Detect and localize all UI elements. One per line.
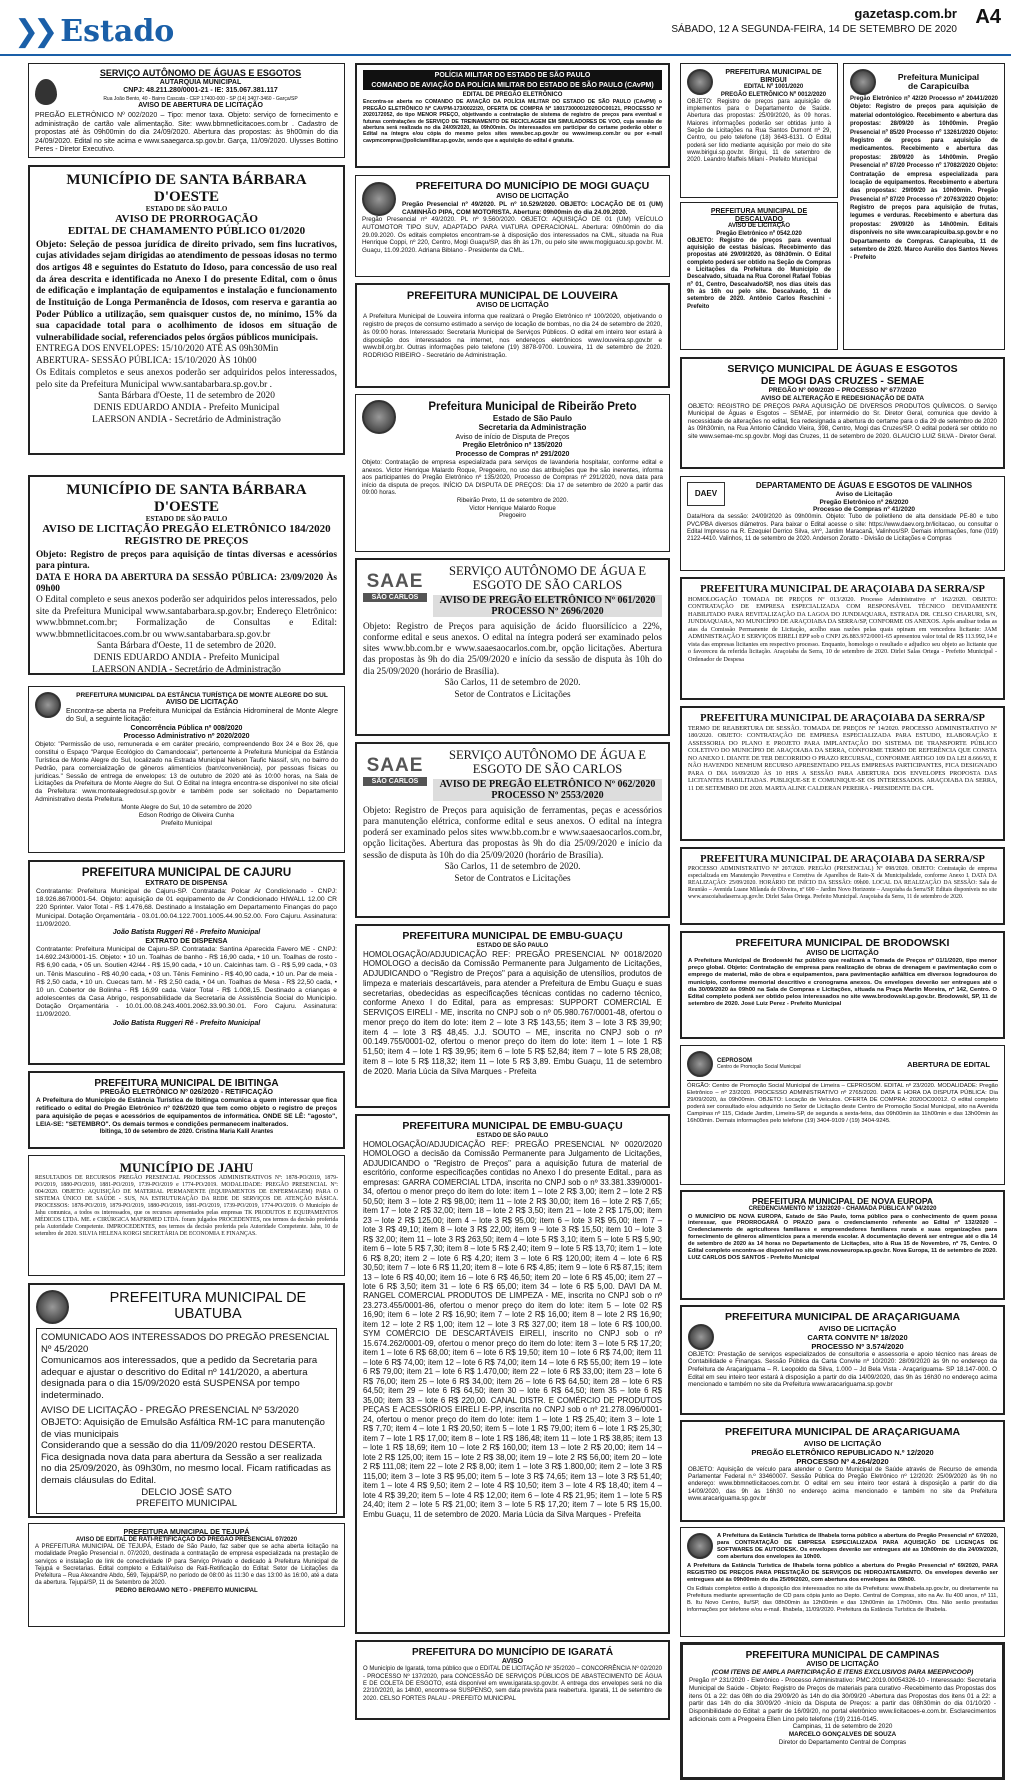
- ad-title: Prefeitura Municipal de Ribeirão Preto: [428, 401, 637, 414]
- ad-subtitle: CNPJ: 48.211.280/0001-21 - IE: 315.067.381.117: [123, 87, 278, 95]
- org-name: CEPROSOM: [717, 1058, 753, 1064]
- ad-title: PREFEITURA DO MUNICÍPIO DE MOGI GUAÇU: [415, 180, 650, 192]
- ad-title: PREFEITURA MUNICIPAL DE BIRIGUI: [725, 69, 822, 84]
- ad-subtitle: (COM ITENS DE AMPLA PARTICIPAÇÃO E ITENS EXCLUSIVOS PARA MEEPP/COOP): [711, 1669, 974, 1677]
- ad-title: Prefeitura Municipal: [897, 71, 980, 82]
- ad-signature: Campinas, 11 de setembro de 2020: [792, 1723, 893, 1731]
- ad-aracoiaba-reabertura: [680, 706, 1005, 841]
- ad-subtitle: ESTADO DE SÃO PAULO: [476, 942, 549, 949]
- ad-body: Pregão nº 231/2020 - Eletrônico - Processo Administrativo: PMC.2019.00054326-10 - Interessado: Secretaria Municipal de Saúde - Objeto: Registro de Preços de materiais para curativo -Recebimento das Propostas dos itens 01 a 22: das 08h do dia 29/09/20 às 14h do dia 30/09/20 -Abertura das Propostas dos itens 01 a 22: a partir das 14h do dia 30/09/20 -Início da Disputa de Preços: a partir das 08h30min do dia 01/10/20 -Disponibilidade do Edital: a partir de 16/09/20, no portal eletrônico www.licitacoes-e.com.br. Esclarecimentos adicionais com a Pregoeira Ellen Lino pelo telefone (19) 2116-0145.: [689, 1677, 996, 1723]
- ad-subtitle: Processo de Compras nº 41/2020: [812, 506, 916, 514]
- ad-signature: Ibitinga, 10 de setembro de 2020. Cristina Maria Kalil Arantes: [99, 1129, 274, 1136]
- ad-body: Objeto: Registro de preços para aquisição de tintas diversas e acessórios para pintura.: [36, 549, 337, 572]
- ad-subtitle: AVISO DE PRORROGAÇÃO: [115, 213, 258, 226]
- ad-body: Objeto: Seleção de pessoa jurídica de direito privado, sem fins lucrativos, cujas atividades sejam dirigidas ao atendimento de pessoas idosas no termo dos artigos 48 e seguintes do Estatuto do Idoso, para concessão de uso real da área descrita e identificada no Anexo I do presente Edital, com o ônus de edificação e implantação de equipamentos e instalação e funcionamento de Instituição de Longa Permanência de Idosos, com reserva e garantia ao Poder Público a utilização, sem quaisquer custos de, no mínimo, 15% da sua capacidade total para o acolhimento de idosos em situação de vulnerabilidade social, referenciados pelos órgãos públicos municipais.: [36, 239, 337, 343]
- ad-subtitle: AVISO DE LICITAÇÃO: [727, 223, 791, 230]
- ad-line: DATA E HORA DA ABERTURA DA SESSÃO PÚBLICA: 23/09/2020 Às 09h00: [36, 572, 337, 594]
- ad-body: PREGÃO ELETRÔNICO Nº 002/2020 – Tipo: menor taxa. Objeto: serviço de fornecimento e administração de cartão vale alimentação. Site: www.bbmnetlicitacoes.com.br . Cadastro de propostas até às 09h00min do dia 24/09/2020. Abertura das propostas: às 9h00min do dia 24/09/2020. Edital no site acima e www.saaegarca.sp.gov.br. Garça, 11/09/2020. Ulysses Bottino Peres - Diretor Executivo.: [35, 112, 338, 154]
- ad-body: A Prefeitura Municipal de Louveira informa que realizará o Pregão Eletrônico nº 100/2020, objetivando o registro de preços de consumo estimado a serviço de locação de bombas, no dia 24 de setembro de 2020, às 09:00 horas. Interessado: Secretaria Municipal de Serviços Públicos. O edital em inteiro teor estará à disposição dos interessados na internet, nos endereços eletrônicos www.louveira.sp.gov.br e www.bll.org.br. Outras informações pelo telefone (19) 3878-9700. Louveira, 11 de setembro de 2020. RODRIGO RIBEIRO - Secretário de Administração.: [363, 313, 662, 359]
- ad-body: OBJETO: REGISTRO DE PREÇOS PARA AQUISIÇÃO DE DIVERSOS PRODUTOS QUÍMICOS. O Serviço Municipal de Águas e Esgotos – SEMAE, por intermédio do Sr. Diretor Geral, comunica que devido à necessidade de alterações no edital, fica redesignada a abertura do certame para o dia 29 de setembro de 2020 às 09h30min, na Rua Antonio Cândido Vieira, 398, Centro, Mogi das Cruzes/SP. O edital poderá ser obtido no site www.semae-mc.sp.gov.br. Mogi das Cruzes, 11 de setembro de 2020. GLAUCIO LUIZ SILVA - Diretor Geral.: [688, 402, 997, 440]
- ad-signature: Victor Henrique Malardo Roque: [469, 504, 556, 512]
- ad-body: O MUNICÍPIO DE NOVA EUROPA, Estado de São Paulo, torna público para o conhecimento de quem possa interessar, que PRORROGARÁ O PRAZO para o credenciamento referente ao Edital nº 132/2020 – Credenciamento de agricultores familiares e empreendedores familiares rurais e suas organizações para fornecimento de gêneros alimentícios para a merenda escolar. A documentação deverá ser entregue até o dia 14 de setembro de 2020 às 14 horas no Departamento de Licitações, sito à Rua 15 de Novembro, nº 75, Centro. O Edital completo encontra-se disponível no site www.novaeuropa.sp.gov.br. Nova Europa, 11 de setembro de 2020. LUIZ CARLOS DOS SANTOS - Prefeito Municipal: [688, 1213, 997, 1262]
- ad-body: Contratante: Prefeitura Municipal de Cajuru-SP. Contratada: Santina Aparecida Favero ME - CNPJ: 14.692.243/0001-15. Objeto: • 10 un. Toalhas de banho - R$ 16,90 cada, • 10 un. Toalhas de rosto - R$ 6,90 cada, • 05 un. Soutien 42/44 - R$ 15,90 cada, • 10 un. Calcinhas tam. G - R$ 5,99 cada, • 03 un. Tênis Masculino - R$ 40,90 cada, • 03 un. Tênis Feminino - R$ 40,90 cada, • 10 un. Par de meia - R$ 2,50 cada, • 10 un. Cuecas tam. M - R$ 2,50 cada, • 04 un. Toalhas de Mesa - R$ 22,50 cada, • 10 un. Cobertor de Bolinha - R$ 16,99 cada. Valor Total - R$ 1.008,15. Destinado a crianças e adolescentes da Casa Abrigo, responsabilidade da Secretaria de Assistência Social do Município. Dotação Orçamentária - 10.01.00.08.243.4001.2062.33.90.30.01. Foro Cajuru. Assinatura: 11/09/2020.: [36, 946, 337, 1019]
- ad-signature: Monte Alegre do Sul, 10 de setembro de 2020: [121, 803, 252, 811]
- ad-subtitle: Aviso de Licitação: [835, 490, 893, 498]
- ad-title: PREFEITURA MUNICIPAL DE ARAÇOIABA DA SERRA/SP: [700, 584, 985, 595]
- coat-of-arms-icon: [362, 182, 396, 216]
- ad-subtitle: ESTADO DE SÃO PAULO: [145, 515, 228, 523]
- ad-signature: MARCELO GONÇALVES DE SOUZA: [788, 1731, 897, 1739]
- ad-subtitle: EXTRATO DE DISPENSA: [145, 879, 228, 887]
- ad-body: O Município de Igaratá, torna público que o EDITAL DE LICITAÇÃO Nº 35/2020 – CONCORRÊNCIA Nº 02/2020 - PROCESSO Nº 137/2020, para CONCESSÃO DE SERVIÇOS PÚBLICOS DE ABASTECIMENTO DE ÁGUA E DE COLETA DE ESGOTO, está disponível em www.igarata.sp.gov.br. A entrega dos envelopes será no dia 22/10/2020, às 14h00, encontra-se SUSPENSO, sem data prevista para reabertura. Igaratá, 11 de setembro de 2020. CELSO FORTES PALAU - PREFEITO MUNICIPAL: [363, 1666, 662, 1702]
- ad-subtitle: CARTA CONVITE Nº 18/2020: [807, 1332, 908, 1342]
- ad-title: PREFEITURA MUNICIPAL DE ARAÇOIABA DA SERRA/SP: [700, 854, 985, 865]
- ad-body: Encontra-se aberta no COMANDO DE AVIAÇÃO DA POLÍCIA MILITAR DO ESTADO DE SÃO PAULO (CAvPM) o PREGÃO ELETRÔNICO Nº CAVPM-173/0022/20, OFERTA DE COMPRA Nº 180173000012020OC00121, PROCESSO Nº 2020172052, do tipo MENOR PREÇO, objetivando a contratação de sistema de registro de preços para eventual e futuras contratações de SERVIÇO DE TREINAMENTO DE RECICLAGEM EM SIMULADORES DE VOO, cuja sessão de abertura será realizada no dia 24/09/2020, às 09h00min. Os interessados em participar do certame poderão obter o Edital na íntegra e/ou cópia do mesmo pelos sites www.bec.sp.gov.br ou www.imesp.com.br ou por e-mail cavpmcompras@policiamilitar.sp.gov.br, sendo que a aquisição do edital é gratuita.: [363, 99, 662, 144]
- logo-text: SAAE: [366, 755, 424, 776]
- ad-title: POLÍCIA MILITAR DO ESTADO DE SÃO PAULO: [363, 70, 662, 81]
- ad-body: A Prefeitura do Município de Estância Turística de Ibitinga comunica a quem interessar que fica retificado o edital do Pregão Eletrônico nº 026/2020 que tem como objeto o registro de preços para aquisição de peças e acessórios de equipamentos de informática. ONDE SE LÊ: "agosto", LEIA-SE: "SETEMBRO". Os demais termos e condições permanecem inalterados.: [36, 1097, 337, 1129]
- ad-subtitle: PREGÃO Nº 009/2020 – PROCESSO Nº 677/2020: [768, 387, 917, 395]
- ad-aracoiaba-pregao: [680, 847, 1005, 925]
- ad-title: PREFEITURA MUNICIPAL DE CAJURU: [81, 867, 292, 879]
- ad-signature: Prefeito Municipal: [161, 819, 212, 827]
- ad-body: A Prefeitura da Estância Turística de Ilhabela torna público a abertura do Pregão Presencial nº 69/2020, PARA REGISTRO DE PREÇOS PARA PRESTAÇÃO DE SERVIÇOS DE HIDROJATEAMENTO. Os envelopes deverão ser entregues até às 09h00min do dia 25/09/2020, com abertura dos envelopes às 09h00.: [687, 1562, 998, 1583]
- ad-aracariguama-convite: [680, 1305, 1005, 1415]
- coat-of-arms-icon: [362, 400, 396, 434]
- ad-subtitle: Pregão Eletrônico nº 135/2020: [462, 442, 563, 450]
- ad-jahu: [28, 1155, 345, 1276]
- ad-subtitle: ESTADO DE SÃO PAULO: [145, 205, 228, 213]
- ad-title: PREFEITURA MUNICIPAL DE TEJUPÁ: [123, 1529, 250, 1536]
- ad-subtitle: AVISO DE PREGÃO ELETRÔNICO Nº 062/2020: [433, 779, 662, 790]
- ad-subtitle: PROCESSO Nº 4.264/2020: [796, 1456, 889, 1466]
- ad-body: ÓRGÃO: Centro de Promoção Social Municipal de Limeira – CEPROSOM. EDITAL nº 23/2020. MODALIDADE: Pregão Eletrônico – nº 23/2020. PROCESSO ADMINISTRATIVO nº 2765/2020. DATA E HORA DA DISPUTA PÚBLICA: Dia 29/09/2020, às 09h00min. OBJETO: Locação de Veículos. OFERTA DE COMPRA: 2020OC00012. O edital completo poderá ser consultado e/ou adquirido no Setor de Licitação deste Centro de Promoção Social Municipal, sito na Avenida Campinas nº 115, Cidade Jardim, Limeira-SP, de segunda a sexta-feira, das 09h00min às 11h00min e das 13h00min às 16h00min. Demais informações pelo telefone (19) 3404-9109 / (19) 3404-9245.: [687, 1083, 998, 1125]
- ad-signature: PEDRO BERGAMO NETO - PREFEITO MUNICIPAL: [115, 1587, 258, 1594]
- ad-aracariguama-pregao: [680, 1420, 1005, 1522]
- ad-signature: LAERSON ANDIA - Secretário de Administração: [92, 414, 281, 425]
- ad-subtitle: PREGÃO ELETRÔNICO REPUBLICADO N.º 12/2020: [751, 1447, 934, 1457]
- ad-louveira: [355, 283, 670, 388]
- ad-title: PREFEITURA DO MUNICÍPIO DE IGARATÁ: [411, 1647, 614, 1658]
- saae-logo: [363, 571, 427, 617]
- coat-of-arms-icon: [687, 1533, 713, 1559]
- ad-signature: João Batista Ruggeri Rê - Prefeito Municipal: [112, 928, 261, 936]
- logo-subtext: SÃO CARLOS: [363, 777, 427, 786]
- ad-ribeirao-preto: [355, 394, 670, 552]
- coat-of-arms-icon: [36, 1290, 69, 1324]
- ad-body: A Prefeitura Municipal de Brodowski faz público que realizará a Tomada de Preços nº 01/1/2020, tipo menor preço global. Objeto: Contratação de empresa para realização de obras de drenagem e pavimentação com o emprego de material, mão de obra e equipamentos, para pavimentação asfáltica em diversos logradouros do município, conforme memorial descritivo e cronograma anexos. Os envelopes deverão ser entregues até o dia 30/09/2020 às 09h00 na Sala de Compras e Licitações, situada na Praça Martin Moreira, nº 142, Centro. O Edital completo poderá ser obtido pelos interessados no site www.brodowski.sp.gov.br. Brodowski, SP, 11 de setembro de 2020. José Luiz Perez - Prefeito Municipal: [688, 957, 997, 1008]
- ad-title: SERVIÇO AUTÔNOMO DE ÁGUA E ESGOTO DE SÃO CARLOS: [449, 748, 646, 776]
- ad-aracoiaba-homologacao: [680, 577, 1005, 700]
- section-logo: [14, 14, 174, 49]
- ad-subtitle: Concorrência Pública nº 008/2020: [130, 724, 243, 732]
- ad-title: PREFEITURA MUNICIPAL DE ARAÇOIABA DA SERRA/SP: [700, 713, 985, 724]
- ad-subtitle: Processo Administrativo nº 2020/2020: [123, 732, 250, 740]
- ad-line: ABERTURA- SESSÃO PÚBLICA: 15/10/2020 ÀS 10h00: [36, 356, 257, 367]
- org-description: Centro de Promoção Social Municipal: [717, 1064, 801, 1070]
- ad-heading: AVISO DE LICITAÇÃO - PREGÃO PRESENCIAL Nº 53/2020: [41, 1405, 299, 1417]
- ad-tejupa: [28, 1523, 345, 1627]
- ad-title: MUNICÍPIO DE JAHU: [119, 1160, 254, 1175]
- ad-signature: Setor de Contratos e Licitações: [454, 689, 571, 700]
- chevron-icon: ❯❯: [14, 14, 53, 49]
- ad-title: PREFEITURA MUNICIPAL DE EMBU-GUAÇU: [402, 1120, 623, 1132]
- ad-birigui: [680, 63, 838, 198]
- masthead: [0, 0, 1011, 56]
- ad-title: MUNICÍPIO DE SANTA BÁRBARA D'OESTE: [66, 482, 307, 515]
- daev-logo: DAEV: [687, 482, 725, 506]
- ad-body: OBJETO: Registro de preços para aquisição de implementos para o Departamento de Saúde. Abertura das propostas: 25/09/2020, às 09 horas. Maiores informações poderão ser obtidas junto à Seção de Licitações na Rua Santos Dumont nº 29, Centro, ou pelo telefone (18) 3643-6131. O Edital poderá ser lido mediante aquisição por meio do site www.birigui.sp.gov.br. Birigui, 11 de setembro de 2020. Leandro Maffeis Milani - Prefeito Municipal: [687, 98, 831, 164]
- ad-subtitle: PROCESSO Nº 3.574/2020: [811, 1341, 904, 1351]
- ad-embu-guacu-0018: [355, 924, 670, 1108]
- ad-subtitle: PREGÃO ELETRÔNICO Nº 026/2020 - RETIFICAÇÃO: [100, 1089, 273, 1096]
- ad-subtitle: PROCESSO Nº 2553/2020: [433, 790, 662, 801]
- ad-line: ENTREGA DOS ENVELOPES: 15/10/2020 ATÉ AS 09h30Min: [36, 344, 279, 355]
- coat-of-arms-icon: [850, 69, 876, 95]
- ad-subtitle: Secretaria da Administração: [478, 423, 587, 433]
- ad-body: Considerando que a sessão do dia 11/09/2020 restou DESERTA. Fica designada nova data para abertura da Sessão a ser realizada no dia 25/09/2020, às 09h30m, no mesmo local. Ficam ratificadas as demais cláusulas do Edital.: [41, 1440, 331, 1486]
- ad-title: DEPARTAMENTO DE ÁGUAS E ESGOTOS DE VALINHOS: [755, 481, 973, 490]
- coat-of-arms-icon: [35, 692, 61, 718]
- site-url: gazetasp.com.br: [854, 6, 957, 21]
- ad-title: PREFEITURA MUNICIPAL DE IBITINGA: [94, 1078, 279, 1089]
- ad-title: COMANDO DE AVIAÇÃO DA POLÍCIA MILITAR DO ESTADO DE SÃO PAULO (CAvPM): [363, 81, 662, 90]
- ad-body: Pregão Presencial nº 49/2020. PL nº 10.529/2020. OBJETO: LOCAÇÃO DE 01 (UM) CAMINHÃO PIPA, COM MOTORISTA. Abertura: 09h00min do dia 24.09.2020.: [402, 200, 663, 216]
- ad-subtitle: AVISO DE LICITAÇÃO: [165, 699, 239, 707]
- ad-title: DE MOGI DAS CRUZES - SEMAE: [760, 374, 925, 387]
- ad-title: PREFEITURA MUNICIPAL DE ARAÇARIGUAMA: [724, 1311, 961, 1323]
- ad-body: Objeto: Registro de Preços para aquisição de ferramentas, peças e acessórios para manutenção elétrica, conforme edital e seus anexos. O edital na íntegra poderá ser examinado pelos sites www.bb.com.br e www.saaesaocarlos.com.br, opção licitações. Abertura das propostas às 9h do dia 25/09/2020 e início da sessão de disputa às 10h do dia 25/09/2020 (horário de Brasília).: [363, 805, 662, 861]
- logo-text: SAAE: [366, 571, 424, 592]
- ad-body: HOMOLOGAÇÃO/ADJUDICAÇÃO REF: PREGÃO PRESENCIAL Nº 0018/2020 HOMOLOGO a decisão da Comissão Permanente para Julgamento de Licitações, ADJUDICANDO o "Registro de Preços" para a aquisição de utensílios, produtos de limpeza e materiais descartáveis, para atender a Prefeitura de Embu Guaçu e suas secretarias, obedecidas as especificações técnicas contidas no caderno técnico, conforme Anexo I do Edital, para as empresas: SUPPORT COMERCIAL E SERVIÇOS EIRELI - ME, inscrita no CNPJ sob o nº 05.980.767/0001-48, ofertou o menor preço do item do lote: item 2 – lote 3 R$ 143,55; item 3 – lote 3 R$ 39,90; item 4 – lote 3 R$ 48,45. J.J. SOUTO – ME, inscrita no CNPJ sob o nº 00.149.755/0001-02, ofertou o menor preço do item do lote: item 1 – lote 1 R$ 51,50; item 4 – lote 1 R$ 39,95; item 6 – lote 5 R$ 52,84; item 7 – lote 5 R$ 28,08; item 8 – lote 5 R$ 118,32; item 11 – lote 5 R$ 3,89. Embu Guaçu, 11 de setembro de 2020. Maria Lúcia da Silva Marques - Prefeita: [363, 949, 662, 1076]
- ad-subtitle: AVISO DE LICITAÇÃO: [476, 302, 549, 310]
- ad-subtitle: AVISO DE LICITAÇÃO: [818, 1323, 897, 1333]
- ad-title: MUNICÍPIO DE SANTA BÁRBARA D'OESTE: [66, 172, 307, 205]
- ad-signature: Santa Bárbara d'Oeste, 11 de setembro de 2020.: [96, 641, 277, 652]
- ad-signature: São Carlos, 11 de setembro de 2020.: [444, 678, 581, 689]
- ad-campinas: [680, 1642, 1005, 1780]
- ad-title: PREFEITURA MUNICIPAL DE UBATUBA: [109, 1290, 307, 1322]
- ad-santa-barbara-pregao: [28, 475, 345, 675]
- ad-body: OBJETO: Aquisição de veículo para atender o Centro Municipal de Saúde através de Recurso de emenda Parlamentar Federal n.º 33460007. Sessão Pública do Pregão Eletrônico nº 12/2020: 25/09/2020 às 9h no endereço: www.bbmnetlicitacoes.com.br. O edital em seu inteiro teor estará à disposição a partir do dia 14/09/2020, das 9h às 16h30 no endereço acima mencionado e também no site da Prefeitura www.aracariguama.sp.gov.br: [688, 1465, 997, 1503]
- ad-signature: DELCIO JOSÉ SATO: [141, 1486, 232, 1498]
- ad-body: Pregão Presencial nº 49/2020. PL nº 9.560/2020. OBJETO: AQUISIÇÃO DE 01 (UM) VEÍCULO AUTOMOTOR TIPO SUV, ADAPTADO PARA VIATURA OPERACIONAL. Abertura: 09h00min do dia 29.09.2020. Os editais completos encontram-se à disposição dos interessados na CML, situada na Rua Henrique Coppi, nº 220, Centro, Mogi Guaçu/SP, das 8h às 17h, ou pelo site www.mogiguacu.sp.gov.br. M. Guaçu, 11.09.2020. Adriana Biblano - Presidente da CML.: [362, 216, 663, 254]
- ad-signature: Setor de Contratos e Licitações: [454, 873, 571, 884]
- ad-saae-garca: [28, 63, 345, 158]
- ad-heading: COMUNICADO AOS INTERESSADOS DO PREGÃO PRESENCIAL Nº 45/2020: [41, 1332, 329, 1355]
- ad-signature: Santa Bárbara d'Oeste, 11 de setembro de 2020: [98, 391, 275, 402]
- ad-subtitle: AVISO DE LICITAÇÃO PREGÃO ELETRÔNICO 184/2020: [42, 523, 331, 536]
- ad-body: Os Editais completos estão à disposição dos interessados no site da Prefeitura: www.ilhabela.sp.gov.br, ou diretamente na Prefeitura mediante apresentação de CD para cópia junto ao Depto. Central de Compras, sito na Av. Ilu 400 anos, nº 111, B. Itu Novo Centro, Ilu/SP, das 08h00min às 12h00min e das 13h00min às 17h00min. Obs. Não serão prestadas informações por telefone e/ou e-mail. Ilhabela, 11/09/2020. Prefeitura da Estância Turística de Ilhabela.: [687, 1585, 998, 1613]
- ad-subtitle: AVISO: [501, 1658, 524, 1665]
- ad-subtitle: Pregão Eletrônico nº 26/2020: [819, 498, 909, 506]
- ad-subtitle: AVISO DE LICITAÇÃO: [803, 1438, 882, 1448]
- ad-line: Os Editais completos e seus anexos poderão ser adquiridos pelos interessados, pelo site da Prefeitura Municipal www.santabarbara.sp.gov.br .: [36, 367, 337, 390]
- page-number: A4: [975, 6, 1001, 28]
- ad-subtitle: PREGÃO ELETRÔNICO Nº 0012/2020: [720, 91, 827, 98]
- ad-title: SERVIÇO AUTÔNOMO DE ÁGUAS E ESGOTOS: [99, 68, 302, 78]
- ad-subtitle: Processo de Compras nº 291/2020: [455, 450, 570, 458]
- ad-title: PREFEITURA MUNICIPAL DE EMBU-GUAÇU: [402, 930, 623, 942]
- saae-logo: [363, 755, 427, 801]
- ad-title: PREFEITURA MUNICIPAL DE LOUVEIRA: [406, 290, 619, 302]
- ad-body: Pregão Eletrônico nº 42/20 Processo nº 20441/2020 Objeto: Registro de preços para aquisição de material odontológico. Recebimento e abertura das propostas: 28/09/20 às 10h00min. Pregão Presencial nº 85/20 Processo nº 13261/2020 Objeto: Registro de preços para aquisição de medicamentos. Recebimento e abertura das propostas: 28/09/20 às 14h00min. Pregão Presencial nº 87/20 Processo nº 17082/2020 Objeto: Contratação de empresa especializada para locação de equipamentos. Recebimento e abertura das propostas: 29/09/20 às 10h00min. Pregão Presencial nº 87/20 Processo nº 20763/2020 Objeto: Registro de preços para aquisição de frutas, legumes e verduras. Recebimento e abertura das propostas: 29/09/20 às 14h00min. Editais disponíveis no site www.carapicuiba.sp.gov.br e no Departamento de Compras. Carapicuíba, 11 de setembro de 2020. Marco Aurélio dos Santos Neves - Prefeito: [850, 96, 998, 262]
- ad-signature: LAERSON ANDIA - Secretário de Administração: [92, 664, 281, 675]
- ad-ubatuba: [28, 1283, 345, 1518]
- ad-body: TERMO DE REABERTURA DE SESSÃO. TOMADA DE PREÇOS Nº 14/2020. PROCESSO ADMINISTRATIVO Nº 180/2020. OBJETO: CONTRATAÇÃO DE EMPRESA ESPECIALIZADA PARA ESTUDO, ELABORAÇÃO E ASSESSORIA DO PLANO E PROJETO PARA IMPLANTAÇÃO DO SISTEMA DE TRANSPORTE PÚBLICO COLETIVO DO MUNICÍPIO DE ARAÇOIABA DA SERRA, CONFORME TERMO DE REFERÊNCIA QUE CONSTA NO ANEXO I. DIANTE DE TER DECORRIDO O PRAZO RECURSAL, CONFORME ARTIGO 109 DA LEI 8.666/93, E NÃO HAVENDO NENHUM RECURSO APRESENTADO PELAS EMPRESAS PARTICIPANTES, FICA DESIGNADO PARA O DIA 16/09/2020 ÀS 10 HRS A SESSÃO PARA ABERTURA DOS ENVELOPES PROPOSTA DAS LICITANTES HABILITADAS. PUBLIQUE-SE E COMUNIQUE-SE OS INTERESSADOS. ARAÇOIABA DA SERRA, 11 DE SETEMBRO DE 2020. MARTA ALINE CALDERAN PEREIRA - PRESIDENTE DA CPL: [688, 724, 997, 793]
- water-drop-icon: [35, 79, 57, 105]
- ad-title: PREFEITURA MUNICIPAL DE DESCALVADO: [710, 208, 808, 223]
- ad-descalvado: [680, 202, 838, 350]
- ad-subtitle: EDITAL DE CHAMAMENTO PÚBLICO 01/2020: [67, 225, 306, 238]
- ad-signature: Ribeirão Preto, 11 de setembro de 2020.: [456, 496, 569, 504]
- ad-subtitle: ESTADO DE SÃO PAULO: [476, 1132, 549, 1139]
- ad-semae-mogi: [680, 357, 1005, 469]
- ad-title: SERVIÇO AUTÔNOMO DE ÁGUA E ESGOTO DE SÃO CARLOS: [449, 564, 646, 592]
- ad-mogi-guacu: [355, 175, 670, 277]
- ad-subtitle: AVISO DE LICITAÇÃO: [806, 949, 879, 957]
- ad-ilhabela: [680, 1527, 1005, 1637]
- ad-signature: DENIS EDUARDO ANDIA - Prefeito Municipal: [93, 403, 280, 414]
- ad-line: O Edital completo e seus anexos poderão ser adquiridos pelos interessados, pelo site da Prefeitura Municipal www.santabarbara.sp.gov.br; Endereço Eletrônico: www.bbmnet.com.br; Formalização de Consultas e Edital: www.bbmnetlicitacoes.com.br ou www.santabarbara.sp.gov.br: [36, 595, 337, 640]
- ad-title: de Carapicuíba: [908, 81, 969, 91]
- ad-subtitle: REGISTRO DE PREÇOS: [124, 535, 249, 548]
- ad-signature: João Batista Ruggeri Rê - Prefeito Municipal: [112, 1019, 261, 1027]
- ad-address: Rua João Bento, 40 - Bairro Cascata - CEP 17400-000 - SP (14) 3407-3460 - Garça/SP: [103, 95, 298, 102]
- ad-body: HOMOLOGAÇÃO/ADJUDICAÇÃO REF: PREGÃO PRESENCIAL Nº 0020/2020 HOMOLOGO a decisão da Comissão Permanente para Julgamento de Licitações, ADJUDICANDO o "Registro de Preços" para a aquisição futura de material de escritório, conforme especificações contidas no Anexo I do presente Edital., para as empresas: GARRA COMERCIAL LTDA, inscrita no CNPJ sob o nº 33.381.339/0001-34, ofertou o menor preço do item do lote: item 1 – lote 2 R$ 3,00; item 2 – lote 2 R$ 50,50; item 3 – lote 2 R$ 98,00; item 11 – lote 2 R$ 30,00; item 16 – lote 2 R$ 7,65; item 17 – lote 2 R$ 32,00; item 18 – lote 2 R$ 3,50; item 21 – lote 2 R$ 175,00; item 23 – lote 2 R$ 125,00; item 4 – lote 3 R$ 95,00; item 6 – lote 3 R$ 95,00; item 7 – lote 3 R$ 49,10; item 8 – lote 3 R$ 22,00; item 9 – lote 3 R$ 15,50; item 10 – lote 3 R$ 32,00; item 11 – lote 3 R$ 263,50; item 4 – lote 5 R$ 3,10; item 5 – lote 5 R$ 5,90; item 6 – lote 5 R$ 7,30; item 8 – lote 5 R$ 2,40; item 9 – lote 5 R$ 13,70; item 1 – lote 6 R$ 8,20; item 2 – lote 6 R$ 4,20; item 3 – lote 6 R$ 120,00; item 4 – lote 6 R$ 30,50; item 7 – lote 6 R$ 11,20; item 8 – lote 6 R$ 4,85; item 9 – lote 6 R$ 87,15; item 13 – lote 6 R$ 40,00; item 16 – lote 6 R$ 46,50; item 20 – lote 6 R$ 45,00; item 27 – lote 6 R$ 3,50; item 31 – lote 6 R$ 65,00; item 34 – lote 6 R$ 5,00. DAVI DA M. RANGEL COMERCIAL PRODUTOS DE LIMPEZA - ME, inscrita no CNPJ sob o nº 23.273.455/0001-86, ofertou o menor preço do item do lote: item 5 – lote 02 R$ 16,90; item 6 – lote 2 R$ 16,90; item 7 – lote 2 R$ 16,00; item 8 – lote 2 R$ 16,90; item 12 – lote 2 R$ 1,00; item 12 – lote 3 R$ 327,00; item 18 – lote 6 R$ 100,00. SYM COMÉRCIO DE DESCARTÁVEIS EIRELI, inscrito no CNPJ sob o nº 15.674.262/0001-09, ofertou o menor preço do item do lote: item 3 – lote 5 R$ 17,20; item 1 – lote 6 R$ 68,00; item 6 – lote 6 R$ 19,50; item 10 – lote 6 R$ 74,00; item 11 – lote 6 R$ 74,00; item 12 – lote 6 R$ 74,00; item 14 – lote 6 R$ 55,00; item 19 – lote 6 R$ 79,00; item 21 – lote 6 R$ 1.470,00; item 22 – lote 6 R$ 33,00; item 23 – lote 6 R$ 76,00; item 25 – lote 6 R$ 34,00; item 26 – lote 6 R$ 64,50; item 28 – lote 6 R$ 64,50; item 29 – lote 6 R$ 64,50; item 30 – lote 6 R$ 64,50; item 35 – lote 6 R$ 35,00; item 33 – lote 6 R$ 220,00. CANAL DISTR. E COMÉRCIO DE PRODUTOS PEÇAS E ACESSÓRIOS EIRELI E-PP, inscrita no CNPJ sob o nº 21.278.096/0001-24, ofertou o menor preço do item do lote: item 1 – lote 1 R$ 25,40; item 3 – lote 1 R$ 7,70; item 4 – lote 1 R$ 20,50; item 5 – lote 1 R$ 79,00; item 6 – lote 1 R$ 25,30; item 7 – lote 1 R$ 17,00; item 8 – lote 1 R$ 186,48; item 11 – lote 1 R$ 38,85; item 13 – lote 1 R$ 18,69; item 10 – lote 2 R$ 160,00; item 13 – lote 2 R$ 20,00; item 14 – lote 2 R$ 125,00; item 15 – lote 2 R$ 38,00; item 19 – lote 2 R$ 56,00; item 20 – lote 2 R$ 111,08; item 22 – lote 2 R$ 8,00; item 1 – lote 3 R$ 1.800,00; item 2 – lote 3 R$ 115,00; item 3 – lote 3 R$ 95,00; item 5 – lote 3 R$ 74,65; item 13 – lote 3 R$ 51,40; item 1 – lote 4 R$ 9,50; item 2 – lote 4 R$ 10,50; item 3 – lote 4 R$ 18,40; item 4 – lote 4 R$ 39,20; item 5 – lote 4 R$ 12,00; item 6 – lote 4 R$ 21,95; item 1 – lote 5 R$ 24,40; item 2 – lote 5 R$ 21,00; item 3 – lote 5 R$ 17,20; item 7 – lote 5 R$ 15,00. Embu Guaçu, 11 de setembro de 2020. Maria Lúcia da Silva Marques - Prefeita: [363, 1139, 662, 1519]
- ad-body: Objeto: Registro de Preços para aquisição de ácido fluorsilícico a 22%, conforme edital e seus anexos. O edital na íntegra poderá ser examinado pelos sites www.bb.com.br e www.saaesaocarlos.com.br, opção licitações. Abertura das propostas às 9h do dia 25/09/2020 e início da sessão de disputa às 10h do dia 25/09/2020 (horário de Brasília).: [363, 621, 662, 677]
- logo-subtext: SÃO CARLOS: [363, 593, 427, 602]
- ad-body: Comunicamos aos interessados, que a pedido da Secretaria para adequar e ajustar o descritivo do Edital nº 141/2020, a abertura designada para o dia 15/09/2020 está SUSPENSA por tempo indeterminado.: [41, 1355, 318, 1401]
- ad-title: PREFEITURA MUNICIPAL DE BRODOWSKI: [735, 937, 950, 949]
- ad-saae-sao-carlos-061: [355, 558, 670, 736]
- ad-signature: Diretor do Departamento Central de Compras: [778, 1738, 907, 1746]
- ad-title: PREFEITURA MUNICIPAL DE ARAÇARIGUAMA: [724, 1426, 961, 1438]
- ad-subtitle: Aviso de início de Disputa de Preços: [455, 434, 570, 441]
- ad-subtitle: AVISO DE ABERTURA DE LICITAÇÃO: [138, 101, 263, 109]
- ad-title: SERVIÇO MUNICIPAL DE ÁGUAS E ESGOTOS: [727, 363, 958, 375]
- section-title: Estado: [60, 14, 175, 49]
- coat-of-arms-icon: [687, 1051, 713, 1077]
- ad-subtitle: AUTARQUIA MUNICIPAL: [159, 78, 242, 86]
- ad-monte-alegre: [28, 686, 345, 853]
- ad-title: PREFEITURA MUNICIPAL DE CAMPINAS: [745, 1650, 940, 1661]
- ad-subtitle: AVISO DE LICITAÇÃO: [496, 192, 569, 200]
- ad-igarata: [355, 1640, 670, 1720]
- ad-subtitle: AVISO DE PREGÃO ELETRÔNICO Nº 061/2020: [433, 595, 662, 606]
- ad-policia-militar: [355, 63, 670, 168]
- ad-subtitle: PROCESSO Nº 2696/2020: [433, 606, 662, 617]
- ad-body: A PREFEITURA MUNICIPAL DE TEJUPÁ, Estado de São Paulo, faz saber que se acha aberta licitação na modalidade Pregão Presencial n. 07/2020, destinada a contratação de empresa especializada na prestação de serviços e instalação de link de conectividade IP para Serviço Privado e dedicado à Prefeitura Municipal de Tejupá e Secretarias. Edital completo e Edital/Aviso de Rati-Retificação do Edital: Setor de Licitações da Prefeitura – Rua Alexandre Abdo, 569, Tejupá/SP, no período de 08:00 às 11:30 e das 13:00 às 16:00, até a data da abertura. Tejupá/SP, 11 de Setembro de 2020.: [35, 1543, 338, 1587]
- ad-subtitle: AVISO DE LICITAÇÃO: [806, 1661, 879, 1668]
- ad-body: OBJETO: Aquisição de Emulsão Asfáltica RM-1C para manutenção de vias municipais: [41, 1417, 325, 1440]
- ad-body: Contratante: Prefeitura Municipal de Cajuru-SP. Contratada: Polcar Ar Condicionado - CNPJ: 18.926.867/0001-54. Objeto: aquisição de 01 equipamento de Ar Condicionado HIWALL 12.00 CR 220 Sprinter. Valor Total - R$ 1.476,68. Destinado a Instalação em Departamento Finanças do paço Municipal. Dotação Orçamentária - 03.01.00.04.122.7001.1005.44.90.52.00. Foro Cajuru. Assinatura: 11/09/2020.: [36, 888, 337, 928]
- ad-subtitle: CREDENCIAMENTO Nº 132/2020 - CHAMADA PÚBLICA Nº 04/2020: [748, 1206, 937, 1213]
- ad-title: PREFEITURA MUNICIPAL DE NOVA EUROPA: [751, 1196, 934, 1206]
- coat-of-arms-icon: [687, 69, 713, 95]
- ad-subtitle: AVISO DE EDITAL DE RATI-RETIFICAÇÃO DO PREGÃO PRESENCIAL 07/2020: [75, 1536, 298, 1543]
- coat-of-arms-icon: [688, 1324, 714, 1350]
- ad-subtitle: Pregão Eletrônico nº 0542.020: [716, 230, 802, 237]
- ad-subtitle: EDITAL DE PREGÃO ELETRÔNICO: [462, 92, 563, 98]
- ad-carapicuiba: [843, 63, 1005, 350]
- ad-embu-guacu-0020: [355, 1114, 670, 1634]
- ad-ibitinga: [28, 1071, 345, 1149]
- ad-subtitle: EXTRATO DE DISPENSA: [145, 937, 228, 945]
- ad-cajuru: [28, 860, 345, 1065]
- ad-body: PROCESSO ADMINISTRATIVO Nº 207/2020. PREGÃO (PRESENCIAL) Nº 098/2020. OBJETO: Contratação de empresa especializada em Manutenção Preventiva e Corretiva de Aparelhos de Raio-X da Municipalidade, conforme Anexo I. DATA DA REALIZAÇÃO: 25/09/2020. HORÁRIO DE INÍCIO DA SESSÃO: 09h00. LOCAL DA REALIZAÇÃO DA SESSÃO: Sala de Reunião – Avenida Luane Milanda de Oliveira, nº 600 – Jardim Novo Horizonte – Araçoiaba da Serra/SP. Editais disponíveis no site www.aracoiabadaserra.sp.gov.br. Dirlei Salas Ortega. Prefeito Municipal. Araçoiaba da Serra, 11 de setembro de 2020.: [688, 865, 997, 900]
- ad-body: RESULTADOS DE RECURSOS PREGÃO PRESENCIAL PROCESSOS ADMINISTRATIVOS Nº: 1878-PO/2019, 1879-PO/2019, 1880-PO/2019, 1881-PO/2019, 1739-PO/2019 e 1774-PO/2019. MODALIDADE: PREGÃO PRESENCIAL Nº: 004/2020. OBJETO: AQUISIÇÃO DE MATERIAL PERMANENTE (EQUIPAMENTOS DE ENFERMAGEM) PARA O SISTEMA ÚNICO DE SAÚDE - SUS, NA ESTRUTURAÇÃO DA REDE DE SERVIÇOS DE ATENÇÃO BÁSICA. PROCESSOS: 1878-PO/2019, 1879-PO/2019, 1880-PO/2019, 1881-PO/2019, 1739-PO/2019, 1774-PO/2019. O Município de Jahu comunica, a todos os interessados, que os recursos apresentados pelas empresas TK PRODUTOS E EQUIPAMENTOS MÉDICOS LTDA. ME. e CIRÚRGICA MAFRIMED LTDA. foram julgados PROCEDENTES, nos termos da decisão proferida pela Autoridade Competente. IMPROCEDENTES, nos termos da decisão proferida pela Autoridade Competente. Jahu, 10 de setembro de 2020. SILVIA HELENA KORGI SECRETÁRIA DE ECONOMIA E FINANÇAS.: [35, 1175, 338, 1237]
- ad-subtitle: Estado de São Paulo: [492, 413, 573, 423]
- ad-brodowski: [680, 931, 1005, 1039]
- ad-body: A Prefeitura da Estância Turística de Ilhabela torna público a abertura do Pregão Presencial nº 67/2020, para CONTRATAÇÃO DE EMPRESA ESPECIALIZADA PARA AQUISIÇÃO DE LICENÇAS DE SOFTWARES DE AUTODESK. Os envelopes deverão ser entregues até as 10h00min do dia 24/09/2020, com abertura dos envelopes às 10h00.: [717, 1533, 998, 1560]
- ad-subtitle: EDITAL Nº 1001/2020: [743, 84, 804, 91]
- ad-signature: PREFEITO MUNICIPAL: [136, 1498, 237, 1510]
- ad-nova-europa: [680, 1190, 1005, 1300]
- ad-title: ABERTURA DE EDITAL: [907, 1059, 990, 1069]
- ad-saae-sao-carlos-062: [355, 742, 670, 918]
- ad-body: Objeto: "Permissão de uso, remunerada e em caráter precário, compreendendo Box 24 e Box 26, que constitui o Espaço "Parque Ecológico do Camandocaia", pertencente à Prefeitura Municipal da Estância Turística de Monte Alegre do Sul, localizado na Estrada Municipal Nelson Taufic Nassif, s/n, no bairro do Pedrão, para comercialização de gêneros alimentícios (barr/conveniência), por pessoas físicas ou jurídicas." Sessão de entrega de envelopes: 13 de outubro de 2020 até às 10:00 horas, na Sala de Licitações da Prefeitura de Monte Alegre do Sul. O Edital na íntegra encontra-se disponível no site oficial da Prefeitura: www.montealegredosul.sp.gov.br e também pode ser solicitado no Departamento Administrativo desta Prefeitura.: [35, 741, 338, 804]
- ad-body: HOMOLOGAÇÃO TOMADA DE PREÇOS Nº 013/2020. Processo Administrativo nº 162/2020. OBJETO: CONTRATAÇÃO DE EMPRESA ESPECIALIZADA COM RESPONSÁVEL TÉCNICO DEVIDAMENTE HABILITADO PARA REVITALIZAÇÃO DA LAGOA DO JUNDIAQUARA, ESTRADA DR. CELSO CHARURI, S/N, JUNDIAQUARA, NO MUNICÍPIO DE ARAÇOIABA DA SERRA/SP, CONFORME OS ANEXOS. Após analisar todas as atas da Comissão Permanente de Licitação, acolho suas razões pelas quais opinam em vencedora licitante: JAM ADMINISTRAÇÃO E SERVIÇOS EIRELI EPP sob o CNPJ 26.883.972/0001-65 apresentou valor total de R$ 113.992,14 e vista das empresas licitantes em respectivo processo. Enquanto, homologo o resultado e adjudico seu objeto ao licitante que o favoreceu da referida licitação. Araçoiaba da Serra, 10 de setembro de 2020. Dirlei Salas Ortega - Prefeito Municipal - Ordenador de Despesa: [688, 595, 997, 664]
- ad-signature: DENIS EDUARDO ANDIA - Prefeito Municipal: [93, 653, 280, 664]
- ad-signature: São Carlos, 11 de setembro de 2020.: [444, 862, 581, 873]
- ad-daev-valinhos: [680, 476, 1005, 571]
- issue-date: SÁBADO, 12 A SEGUNDA-FEIRA, 14 DE SETEMBRO DE 2020: [671, 24, 957, 35]
- ad-subtitle: AVISO DE ALTERAÇÃO E REDESIGNAÇÃO DE DATA: [760, 394, 925, 402]
- ad-body: Encontra-se aberta na Prefeitura Municipal da Estância Hidromineral de Monte Alegre do Sul, a seguinte licitação:: [66, 707, 338, 724]
- ad-title: PREFEITURA MUNICIPAL DA ESTÂNCIA TURÍSTICA DE MONTE ALEGRE DO SUL: [76, 692, 328, 699]
- ad-signature: Pregoeiro: [499, 512, 526, 520]
- ad-ceprosom-limeira: [680, 1045, 1005, 1185]
- ad-body: Objeto: Contratação de empresa especializada para serviços de lavanderia hospitalar, conforme edital e anexos. Victor Henrique Malardo Roque, Pregoeiro, no uso das atribuições que lhe são inerentes, informa aos participantes do Pregão Eletrônico nº 135/2020, Processo de Compras nº 291/2020, nova data para início da disputa de preços. INÍCIO DA DISPUTA DE PREÇOS: Dia 17 de setembro de 2020 a partir das 09:00 horas.: [362, 459, 663, 497]
- ad-body: OBJETO: Prestação de serviços especializados de consultoria e assessoria e apoio técnico nas áreas de Contabilidade e Finanças. Sessão Pública da Carta Convite nº 10/2020: 28/09/2020 às 9h no endereço da Prefeitura de Araçariguama – R. Leopoldo da Silva, 1.000 – Jd Bela Vista - Araçariguama- SP 18.147-000. O Edital em seu inteiro teor estará à disposição a partir do dia 14/09/2020, das 9h às 16h30 no endereço acima mencionado e também no site da Prefeitura www.aracariguama.sp.gov.br: [688, 1350, 997, 1389]
- ad-body: Data/Hora da sessão: 24/09/2020 às 09h00min. Objeto: Tubo de polietileno de alta densidade PE-80 e tubo PVC/PBA diversos diâmetros. Para baixar o Edital acesse o site: https://www.daev.org.br/licitacao, ou consultar o Edital Impresso na R. Ezequiel Derrico Silva, s/nº, Jardim Maracanã, Valinhos/SP. Demais informações, fone (019) 2122-4410. Valinhos, 11 de setembro de 2020. Anderson Zoratto - Divisão de Licitações e Compras: [687, 514, 998, 543]
- ad-body: OBJETO: Registro de preços para eventual aquisição de cestas básicas. Recebimento das propostas até 29/09/2020, às 08h30min. O Edital completo poderá ser obtido na Seção de Compras e Licitações da Prefeitura do Município de Descalvado, situada na Rua Coronel Rafael Tobias nº 01, Centro, Descalvado/SP, nos dias úteis das 9h às 16h ou pelo site. Descalvado, 11 de setembro de 2020. Antônio Carlos Reschini - Prefeito: [687, 237, 831, 310]
- ad-santa-barbara-chamamento: [28, 165, 345, 455]
- ad-signature: Edson Rodrigo de Oliveira Cunha: [138, 811, 235, 819]
